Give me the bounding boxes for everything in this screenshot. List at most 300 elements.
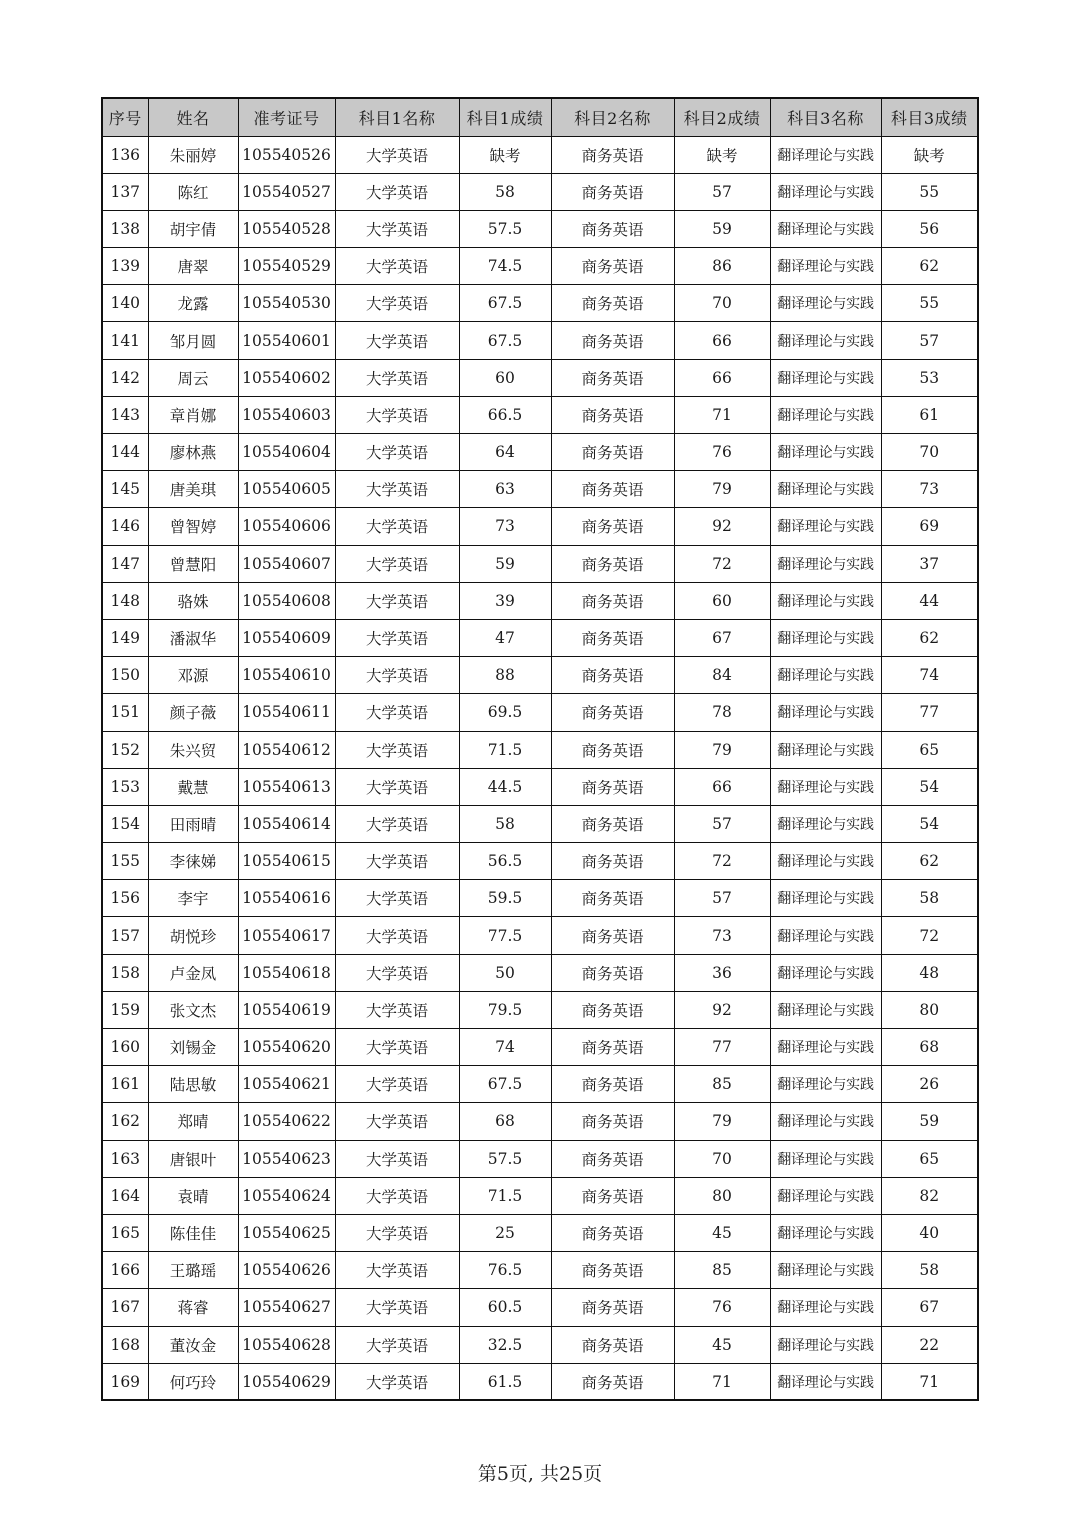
cell-subject1-score: 61.5 bbox=[459, 1363, 551, 1400]
cell-exam-id: 105540617 bbox=[238, 917, 335, 954]
cell-name: 周云 bbox=[148, 359, 238, 396]
cell-subject2-name: 商务英语 bbox=[551, 619, 674, 656]
cell-seq: 160 bbox=[102, 1029, 148, 1066]
cell-name: 曾智婷 bbox=[148, 508, 238, 545]
cell-subject1-score: 39 bbox=[459, 582, 551, 619]
cell-seq: 141 bbox=[102, 322, 148, 359]
cell-subject1-score: 59.5 bbox=[459, 880, 551, 917]
cell-subject1-name: 大学英语 bbox=[335, 1029, 459, 1066]
table-row bbox=[102, 954, 978, 991]
cell-subject2-score: 76 bbox=[674, 1289, 770, 1326]
cell-subject2-name: 商务英语 bbox=[551, 1252, 674, 1289]
cell-name: 唐美琪 bbox=[148, 471, 238, 508]
cell-subject1-name: 大学英语 bbox=[335, 582, 459, 619]
cell-exam-id: 105540530 bbox=[238, 285, 335, 322]
cell-subject2-score: 36 bbox=[674, 954, 770, 991]
cell-subject1-name: 大学英语 bbox=[335, 322, 459, 359]
cell-subject3-score: 58 bbox=[881, 1252, 978, 1289]
table-row bbox=[102, 843, 978, 880]
cell-subject3-score: 40 bbox=[881, 1214, 978, 1251]
cell-subject1-name: 大学英语 bbox=[335, 805, 459, 842]
cell-subject2-name: 商务英语 bbox=[551, 248, 674, 285]
table-row bbox=[102, 1103, 978, 1140]
cell-name: 袁晴 bbox=[148, 1177, 238, 1214]
cell-seq: 153 bbox=[102, 768, 148, 805]
table-row bbox=[102, 545, 978, 582]
cell-subject2-name: 商务英语 bbox=[551, 1103, 674, 1140]
cell-seq: 152 bbox=[102, 731, 148, 768]
table-row bbox=[102, 917, 978, 954]
cell-name: 卢金凤 bbox=[148, 954, 238, 991]
table-row bbox=[102, 694, 978, 731]
cell-subject2-name: 商务英语 bbox=[551, 657, 674, 694]
cell-exam-id: 105540605 bbox=[238, 471, 335, 508]
cell-subject3-score: 48 bbox=[881, 954, 978, 991]
cell-exam-id: 105540527 bbox=[238, 173, 335, 210]
cell-subject3-name: 翻译理论与实践 bbox=[770, 954, 881, 991]
cell-exam-id: 105540622 bbox=[238, 1103, 335, 1140]
cell-subject2-name: 商务英语 bbox=[551, 210, 674, 247]
cell-subject1-name: 大学英语 bbox=[335, 136, 459, 173]
cell-exam-id: 105540623 bbox=[238, 1140, 335, 1177]
cell-subject3-name: 翻译理论与实践 bbox=[770, 285, 881, 322]
cell-subject1-name: 大学英语 bbox=[335, 1363, 459, 1400]
cell-subject2-score: 76 bbox=[674, 434, 770, 471]
cell-subject2-score: 77 bbox=[674, 1029, 770, 1066]
table-row bbox=[102, 619, 978, 656]
cell-subject1-score: 66.5 bbox=[459, 396, 551, 433]
cell-subject3-name: 翻译理论与实践 bbox=[770, 1103, 881, 1140]
cell-seq: 139 bbox=[102, 248, 148, 285]
cell-exam-id: 105540602 bbox=[238, 359, 335, 396]
cell-subject3-score: 82 bbox=[881, 1177, 978, 1214]
cell-subject3-name: 翻译理论与实践 bbox=[770, 508, 881, 545]
cell-subject1-name: 大学英语 bbox=[335, 917, 459, 954]
table-row bbox=[102, 1140, 978, 1177]
cell-subject2-name: 商务英语 bbox=[551, 322, 674, 359]
header-subject1-score: 科目1成绩 bbox=[459, 98, 551, 136]
cell-name: 潘淑华 bbox=[148, 619, 238, 656]
cell-name: 曾慧阳 bbox=[148, 545, 238, 582]
cell-subject2-score: 71 bbox=[674, 1363, 770, 1400]
cell-name: 颜子薇 bbox=[148, 694, 238, 731]
cell-exam-id: 105540603 bbox=[238, 396, 335, 433]
cell-seq: 157 bbox=[102, 917, 148, 954]
cell-subject2-name: 商务英语 bbox=[551, 768, 674, 805]
table-row bbox=[102, 136, 978, 173]
cell-subject2-name: 商务英语 bbox=[551, 173, 674, 210]
cell-subject1-name: 大学英语 bbox=[335, 508, 459, 545]
cell-subject2-name: 商务英语 bbox=[551, 805, 674, 842]
cell-subject1-name: 大学英语 bbox=[335, 210, 459, 247]
cell-subject2-score: 92 bbox=[674, 991, 770, 1028]
cell-exam-id: 105540620 bbox=[238, 1029, 335, 1066]
cell-subject3-name: 翻译理论与实践 bbox=[770, 136, 881, 173]
cell-exam-id: 105540601 bbox=[238, 322, 335, 359]
cell-subject3-name: 翻译理论与实践 bbox=[770, 173, 881, 210]
cell-name: 李徕娣 bbox=[148, 843, 238, 880]
cell-subject2-name: 商务英语 bbox=[551, 136, 674, 173]
cell-subject3-score: 缺考 bbox=[881, 136, 978, 173]
cell-subject3-name: 翻译理论与实践 bbox=[770, 1177, 881, 1214]
header-subject3-name: 科目3名称 bbox=[770, 98, 881, 136]
cell-subject2-score: 70 bbox=[674, 285, 770, 322]
cell-subject3-name: 翻译理论与实践 bbox=[770, 396, 881, 433]
cell-subject3-name: 翻译理论与实践 bbox=[770, 1252, 881, 1289]
cell-subject3-name: 翻译理论与实践 bbox=[770, 1214, 881, 1251]
cell-subject3-score: 61 bbox=[881, 396, 978, 433]
cell-name: 廖林燕 bbox=[148, 434, 238, 471]
cell-subject1-name: 大学英语 bbox=[335, 619, 459, 656]
cell-name: 郑晴 bbox=[148, 1103, 238, 1140]
cell-subject2-score: 60 bbox=[674, 582, 770, 619]
cell-subject3-score: 55 bbox=[881, 285, 978, 322]
cell-seq: 142 bbox=[102, 359, 148, 396]
cell-subject2-name: 商务英语 bbox=[551, 285, 674, 322]
page-footer: 第5页, 共25页 bbox=[477, 1463, 603, 1485]
cell-subject1-name: 大学英语 bbox=[335, 1066, 459, 1103]
table-row bbox=[102, 173, 978, 210]
cell-seq: 159 bbox=[102, 991, 148, 1028]
cell-subject1-score: 56.5 bbox=[459, 843, 551, 880]
cell-subject2-score: 57 bbox=[674, 805, 770, 842]
cell-subject1-score: 71.5 bbox=[459, 731, 551, 768]
cell-subject1-score: 74 bbox=[459, 1029, 551, 1066]
table-row bbox=[102, 508, 978, 545]
cell-exam-id: 105540613 bbox=[238, 768, 335, 805]
cell-name: 章肖娜 bbox=[148, 396, 238, 433]
cell-subject3-name: 翻译理论与实践 bbox=[770, 991, 881, 1028]
cell-subject2-name: 商务英语 bbox=[551, 1140, 674, 1177]
cell-subject2-score: 70 bbox=[674, 1140, 770, 1177]
table-row bbox=[102, 880, 978, 917]
cell-subject3-name: 翻译理论与实践 bbox=[770, 657, 881, 694]
table-row bbox=[102, 991, 978, 1028]
table-row bbox=[102, 1029, 978, 1066]
cell-subject1-score: 71.5 bbox=[459, 1177, 551, 1214]
cell-subject1-score: 缺考 bbox=[459, 136, 551, 173]
cell-name: 龙露 bbox=[148, 285, 238, 322]
cell-subject2-name: 商务英语 bbox=[551, 471, 674, 508]
cell-subject1-name: 大学英语 bbox=[335, 1214, 459, 1251]
cell-exam-id: 105540607 bbox=[238, 545, 335, 582]
cell-subject3-score: 65 bbox=[881, 731, 978, 768]
cell-subject3-score: 74 bbox=[881, 657, 978, 694]
cell-subject3-name: 翻译理论与实践 bbox=[770, 1066, 881, 1103]
cell-subject1-score: 63 bbox=[459, 471, 551, 508]
cell-subject3-name: 翻译理论与实践 bbox=[770, 434, 881, 471]
cell-subject1-score: 58 bbox=[459, 805, 551, 842]
table-row bbox=[102, 1252, 978, 1289]
cell-subject2-name: 商务英语 bbox=[551, 1177, 674, 1214]
cell-subject3-score: 70 bbox=[881, 434, 978, 471]
cell-subject1-name: 大学英语 bbox=[335, 843, 459, 880]
cell-subject2-score: 45 bbox=[674, 1326, 770, 1363]
cell-subject1-name: 大学英语 bbox=[335, 545, 459, 582]
cell-subject2-score: 67 bbox=[674, 619, 770, 656]
cell-subject1-name: 大学英语 bbox=[335, 1252, 459, 1289]
score-table bbox=[101, 97, 979, 1401]
cell-exam-id: 105540626 bbox=[238, 1252, 335, 1289]
table-row bbox=[102, 805, 978, 842]
cell-subject1-score: 69.5 bbox=[459, 694, 551, 731]
cell-subject3-name: 翻译理论与实践 bbox=[770, 731, 881, 768]
cell-subject2-score: 92 bbox=[674, 508, 770, 545]
cell-seq: 136 bbox=[102, 136, 148, 173]
cell-name: 蒋睿 bbox=[148, 1289, 238, 1326]
cell-subject3-name: 翻译理论与实践 bbox=[770, 1289, 881, 1326]
cell-subject2-score: 85 bbox=[674, 1252, 770, 1289]
cell-subject1-score: 79.5 bbox=[459, 991, 551, 1028]
cell-subject2-score: 59 bbox=[674, 210, 770, 247]
header-subject3-score: 科目3成绩 bbox=[881, 98, 978, 136]
cell-name: 骆姝 bbox=[148, 582, 238, 619]
cell-seq: 154 bbox=[102, 805, 148, 842]
cell-subject1-score: 58 bbox=[459, 173, 551, 210]
cell-subject3-name: 翻译理论与实践 bbox=[770, 768, 881, 805]
table-row bbox=[102, 1066, 978, 1103]
cell-seq: 167 bbox=[102, 1289, 148, 1326]
cell-subject3-score: 57 bbox=[881, 322, 978, 359]
header-name: 姓名 bbox=[148, 98, 238, 136]
cell-name: 陈红 bbox=[148, 173, 238, 210]
cell-name: 陆思敏 bbox=[148, 1066, 238, 1103]
table-row bbox=[102, 210, 978, 247]
cell-subject1-score: 76.5 bbox=[459, 1252, 551, 1289]
cell-subject3-name: 翻译理论与实践 bbox=[770, 1326, 881, 1363]
cell-subject2-score: 72 bbox=[674, 843, 770, 880]
cell-subject3-name: 翻译理论与实践 bbox=[770, 843, 881, 880]
cell-exam-id: 105540612 bbox=[238, 731, 335, 768]
cell-subject2-name: 商务英语 bbox=[551, 954, 674, 991]
cell-seq: 168 bbox=[102, 1326, 148, 1363]
cell-subject2-score: 66 bbox=[674, 359, 770, 396]
cell-name: 王璐瑶 bbox=[148, 1252, 238, 1289]
cell-subject1-name: 大学英语 bbox=[335, 731, 459, 768]
cell-exam-id: 105540606 bbox=[238, 508, 335, 545]
cell-subject2-name: 商务英语 bbox=[551, 434, 674, 471]
cell-exam-id: 105540624 bbox=[238, 1177, 335, 1214]
table-row bbox=[102, 1363, 978, 1400]
cell-subject3-name: 翻译理论与实践 bbox=[770, 1363, 881, 1400]
cell-subject2-name: 商务英语 bbox=[551, 545, 674, 582]
cell-exam-id: 105540629 bbox=[238, 1363, 335, 1400]
cell-exam-id: 105540621 bbox=[238, 1066, 335, 1103]
cell-name: 田雨晴 bbox=[148, 805, 238, 842]
cell-exam-id: 105540628 bbox=[238, 1326, 335, 1363]
cell-subject2-score: 79 bbox=[674, 1103, 770, 1140]
cell-subject2-name: 商务英语 bbox=[551, 917, 674, 954]
cell-subject3-name: 翻译理论与实践 bbox=[770, 545, 881, 582]
table-row bbox=[102, 582, 978, 619]
cell-subject1-score: 88 bbox=[459, 657, 551, 694]
cell-name: 邓源 bbox=[148, 657, 238, 694]
cell-subject2-score: 72 bbox=[674, 545, 770, 582]
cell-exam-id: 105540625 bbox=[238, 1214, 335, 1251]
cell-subject3-name: 翻译理论与实践 bbox=[770, 619, 881, 656]
cell-subject2-score: 80 bbox=[674, 1177, 770, 1214]
cell-subject1-score: 67.5 bbox=[459, 1066, 551, 1103]
cell-subject1-score: 32.5 bbox=[459, 1326, 551, 1363]
cell-subject3-name: 翻译理论与实践 bbox=[770, 582, 881, 619]
cell-subject1-score: 60 bbox=[459, 359, 551, 396]
cell-subject3-name: 翻译理论与实践 bbox=[770, 248, 881, 285]
cell-seq: 138 bbox=[102, 210, 148, 247]
header-subject1-name: 科目1名称 bbox=[335, 98, 459, 136]
cell-subject2-score: 78 bbox=[674, 694, 770, 731]
cell-subject3-name: 翻译理论与实践 bbox=[770, 210, 881, 247]
cell-subject2-score: 66 bbox=[674, 322, 770, 359]
cell-subject3-score: 69 bbox=[881, 508, 978, 545]
cell-subject3-score: 56 bbox=[881, 210, 978, 247]
header-seq: 序号 bbox=[102, 98, 148, 136]
cell-exam-id: 105540610 bbox=[238, 657, 335, 694]
cell-subject2-name: 商务英语 bbox=[551, 694, 674, 731]
cell-seq: 146 bbox=[102, 508, 148, 545]
cell-seq: 150 bbox=[102, 657, 148, 694]
cell-subject1-name: 大学英语 bbox=[335, 359, 459, 396]
cell-subject1-name: 大学英语 bbox=[335, 694, 459, 731]
cell-subject3-name: 翻译理论与实践 bbox=[770, 1140, 881, 1177]
cell-seq: 140 bbox=[102, 285, 148, 322]
cell-subject3-name: 翻译理论与实践 bbox=[770, 471, 881, 508]
cell-seq: 155 bbox=[102, 843, 148, 880]
cell-subject3-score: 22 bbox=[881, 1326, 978, 1363]
cell-subject3-score: 80 bbox=[881, 991, 978, 1028]
table-row bbox=[102, 1177, 978, 1214]
cell-subject1-name: 大学英语 bbox=[335, 768, 459, 805]
table-row bbox=[102, 1326, 978, 1363]
header-row bbox=[102, 98, 978, 136]
cell-subject2-name: 商务英语 bbox=[551, 359, 674, 396]
cell-subject3-score: 62 bbox=[881, 248, 978, 285]
table-row bbox=[102, 322, 978, 359]
cell-subject3-score: 37 bbox=[881, 545, 978, 582]
cell-subject1-score: 57.5 bbox=[459, 1140, 551, 1177]
cell-subject3-score: 77 bbox=[881, 694, 978, 731]
cell-subject3-score: 68 bbox=[881, 1029, 978, 1066]
cell-subject3-score: 53 bbox=[881, 359, 978, 396]
cell-subject1-score: 73 bbox=[459, 508, 551, 545]
cell-subject3-score: 44 bbox=[881, 582, 978, 619]
cell-subject2-score: 73 bbox=[674, 917, 770, 954]
cell-subject2-name: 商务英语 bbox=[551, 1214, 674, 1251]
cell-subject3-score: 62 bbox=[881, 619, 978, 656]
cell-subject3-name: 翻译理论与实践 bbox=[770, 917, 881, 954]
cell-exam-id: 105540611 bbox=[238, 694, 335, 731]
cell-seq: 165 bbox=[102, 1214, 148, 1251]
cell-subject1-name: 大学英语 bbox=[335, 1289, 459, 1326]
cell-name: 唐银叶 bbox=[148, 1140, 238, 1177]
cell-name: 朱丽婷 bbox=[148, 136, 238, 173]
cell-seq: 158 bbox=[102, 954, 148, 991]
cell-subject3-name: 翻译理论与实践 bbox=[770, 1029, 881, 1066]
cell-subject3-score: 62 bbox=[881, 843, 978, 880]
cell-subject3-score: 26 bbox=[881, 1066, 978, 1103]
cell-exam-id: 105540609 bbox=[238, 619, 335, 656]
cell-seq: 144 bbox=[102, 434, 148, 471]
cell-subject2-score: 85 bbox=[674, 1066, 770, 1103]
cell-subject2-name: 商务英语 bbox=[551, 1363, 674, 1400]
cell-subject1-score: 64 bbox=[459, 434, 551, 471]
cell-seq: 162 bbox=[102, 1103, 148, 1140]
cell-subject1-score: 50 bbox=[459, 954, 551, 991]
cell-subject3-score: 54 bbox=[881, 805, 978, 842]
cell-subject3-name: 翻译理论与实践 bbox=[770, 880, 881, 917]
cell-exam-id: 105540528 bbox=[238, 210, 335, 247]
cell-subject3-score: 67 bbox=[881, 1289, 978, 1326]
cell-subject1-name: 大学英语 bbox=[335, 657, 459, 694]
cell-subject1-name: 大学英语 bbox=[335, 471, 459, 508]
cell-name: 胡悦珍 bbox=[148, 917, 238, 954]
cell-subject2-score: 84 bbox=[674, 657, 770, 694]
cell-subject2-score: 66 bbox=[674, 768, 770, 805]
cell-subject2-score: 71 bbox=[674, 396, 770, 433]
cell-subject3-score: 59 bbox=[881, 1103, 978, 1140]
cell-subject2-score: 79 bbox=[674, 731, 770, 768]
cell-seq: 163 bbox=[102, 1140, 148, 1177]
cell-name: 张文杰 bbox=[148, 991, 238, 1028]
table-row bbox=[102, 396, 978, 433]
cell-subject2-name: 商务英语 bbox=[551, 1289, 674, 1326]
cell-subject1-name: 大学英语 bbox=[335, 1177, 459, 1214]
table-body bbox=[102, 136, 978, 1400]
cell-subject3-name: 翻译理论与实践 bbox=[770, 359, 881, 396]
cell-exam-id: 105540604 bbox=[238, 434, 335, 471]
cell-subject3-name: 翻译理论与实践 bbox=[770, 805, 881, 842]
cell-subject1-name: 大学英语 bbox=[335, 1103, 459, 1140]
cell-name: 何巧玲 bbox=[148, 1363, 238, 1400]
table-row bbox=[102, 768, 978, 805]
cell-subject1-name: 大学英语 bbox=[335, 991, 459, 1028]
cell-subject1-name: 大学英语 bbox=[335, 285, 459, 322]
cell-subject1-name: 大学英语 bbox=[335, 1140, 459, 1177]
cell-name: 戴慧 bbox=[148, 768, 238, 805]
cell-subject1-score: 74.5 bbox=[459, 248, 551, 285]
cell-seq: 169 bbox=[102, 1363, 148, 1400]
cell-subject2-name: 商务英语 bbox=[551, 1066, 674, 1103]
cell-subject3-score: 72 bbox=[881, 917, 978, 954]
table-row bbox=[102, 1214, 978, 1251]
cell-exam-id: 105540619 bbox=[238, 991, 335, 1028]
cell-subject1-score: 67.5 bbox=[459, 322, 551, 359]
cell-name: 邹月圆 bbox=[148, 322, 238, 359]
cell-seq: 151 bbox=[102, 694, 148, 731]
cell-name: 胡宇倩 bbox=[148, 210, 238, 247]
header-subject2-score: 科目2成绩 bbox=[674, 98, 770, 136]
cell-subject3-score: 54 bbox=[881, 768, 978, 805]
cell-subject1-score: 60.5 bbox=[459, 1289, 551, 1326]
cell-subject3-name: 翻译理论与实践 bbox=[770, 322, 881, 359]
cell-subject2-score: 45 bbox=[674, 1214, 770, 1251]
cell-subject2-name: 商务英语 bbox=[551, 991, 674, 1028]
cell-subject2-name: 商务英语 bbox=[551, 508, 674, 545]
cell-subject2-score: 57 bbox=[674, 880, 770, 917]
table-row bbox=[102, 1289, 978, 1326]
cell-subject1-name: 大学英语 bbox=[335, 248, 459, 285]
cell-subject3-score: 65 bbox=[881, 1140, 978, 1177]
cell-subject1-name: 大学英语 bbox=[335, 1326, 459, 1363]
cell-subject3-score: 73 bbox=[881, 471, 978, 508]
cell-exam-id: 105540627 bbox=[238, 1289, 335, 1326]
cell-exam-id: 105540614 bbox=[238, 805, 335, 842]
cell-subject1-name: 大学英语 bbox=[335, 173, 459, 210]
table-row bbox=[102, 434, 978, 471]
cell-subject2-score: 缺考 bbox=[674, 136, 770, 173]
cell-seq: 143 bbox=[102, 396, 148, 433]
cell-exam-id: 105540615 bbox=[238, 843, 335, 880]
cell-seq: 149 bbox=[102, 619, 148, 656]
